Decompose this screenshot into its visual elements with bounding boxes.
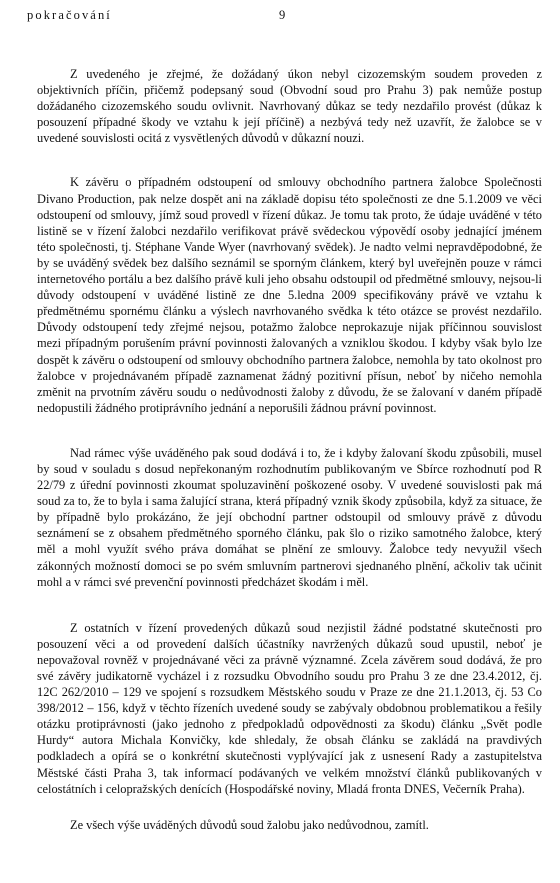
document-body (37, 66, 542, 833)
running-head: pokračování (27, 8, 112, 22)
page-header (27, 8, 537, 26)
page-number: 9 (279, 8, 286, 22)
paragraph-other-evidence: Z ostatních v řízení provedených důkazů soud nezjistil žádné podstatné skutečnosti pro posouzení věci a od provedení dalších účastníky navržených důkazů soud upustil, neboť je nepovažoval rovněž v projednávané věci za právně významné. Zcela závěrem soud dodává, že pro své závěry judikatorně vycházel i z rozsudku Obvodního soudu pro Prahu 3 ze dne 23.4.2012, čj. 12C 262/2010 – 129 ve spojení s rozsudkem Městského soudu v Praze ze dne 21.1.2013, čj. 53 Co 398/2012 – 156, když v těchto řízeních uvedené soudy se zabývaly obdobnou problematikou a řešily otázku protiprávnosti (jako jednoho z předpokladů odpovědnosti za škodu) článku „Svět podle Hurdy“ autora Michala Konvičky, kde shledaly, že obsah článku se zakládá na pravdivých podkladech a opírá se o konkrétní skutečnosti vyplývající jak z usnesení Rady a zastupitelstva Městské části Praha 3, tak informací podávaných ve velkém množství článků publikovaných v celostátních i celopražských denících (Hospodářské noviny, Mladá fronta DNES, Večerník Praha). (37, 620, 542, 796)
paragraph-contract-withdrawal: K závěru o případném odstoupení od smlouvy obchodního partnera žalobce Společnosti Divano Production, pak nelze dospět ani na základě dopisu této společnosti ze dne 5.1.2009 ve věci odstoupení od smlouvy, jímž soud provedl v řízení důkaz. Je tomu tak proto, že údaje uváděné v této listině se v řízení žalobci nezdařilo verifikovat právě svědeckou výpovědí osoby jednající jménem této společnosti, tj. Stéphane Vande Wyer (navrhovaný svědek). Je nadto velmi nepravděpodobné, že by se uváděný svědek bez dalšího seznámil se sporným článkem, který byl uveřejněn pouze v rámci internetového portálu a bez dalšího právě kuli jeho obsahu odstoupil od předmětné smlouvy, nejsou-li důvody odstoupení v uváděné listině ze dne 5.ledna 2009 specifikovány právě ve vztahu k předmětnému spornému článku a výslech navrhovaného svědka k této otázce se provést nezdařilo. Důvody odstoupení tedy zřejmé nejsou, potažmo žalobce neprokazuje nijak příčinnou souvislost mezi případným porušením právní povinnosti žalovaných a vzniklou škodou. I kdyby však bylo lze dospět k závěru o odstoupení od smlouvy obchodního partnera žalobce, nemohla by tato okolnost pro žalobce v projednávaném případě zaznamenat žádný pozitivní přísun, neboť by ničeho nemohla změnit na prvotním závěru soudu o nedůvodnosti žaloby z důvodu, že se žalovaní v daném případě nedopustili žádného protiprávního jednání a neporušili žádnou právní povinnost. (37, 175, 542, 415)
paragraph-verdict: Ze všech výše uváděných důvodů soud žalobu jako nedůvodnou, zamítl. (70, 817, 429, 832)
paragraph-contributory-fault: Nad rámec výše uváděného pak soud dodává i to, že i kdyby žalovaní škodu způsobili, musel by soud v souladu s dosud nepřekonaným rozhodnutím publikovaným ve Sbírce rozhodnutí pod R 22/79 z úřední povinnosti zkoumat spoluzavinění poškozené osoby. V uvedené souvislosti pak má soud za to, že to byla i sama žalující strana, která případný vznik škody způsobila, když za situace, že by případně bylo prokázáno, že její obchodní partner odstoupil od smlouvy právě z důvodu seznámení se z obsahem předmětného sporného článku, pak šlo o riziko samotného žalobce, který měl a mohl využít svého práva domáhat se plnění ze smlouvy. Žalobce tedy nevyužil všech zákonných možností domoci se po svém smluvním partnerovi sjednaného plnění, ačkoliv tak učinit mohl a v rámci své prevenční povinnosti předcházet škodám i měl. (37, 445, 542, 589)
paragraph-evidence-unfeasible: Z uvedeného je zřejmé, že dožádaný úkon nebyl cizozemským soudem proveden z objektivních příčin, přičemž podepsaný soud (Obvodní soud pro Prahu 3) pak nemůže postup dožádaného cizozemského soudu ovlivnit. Navrhovaný důkaz se tedy nezdařilo provést (důkaz k posouzení případné škody ve vztahu k její příčině) a nezbývá tedy než uzavřít, že žalobce se v uvedené souvislosti ocitá z vysvětlených důvodů v důkazní nouzi. (37, 67, 542, 146)
